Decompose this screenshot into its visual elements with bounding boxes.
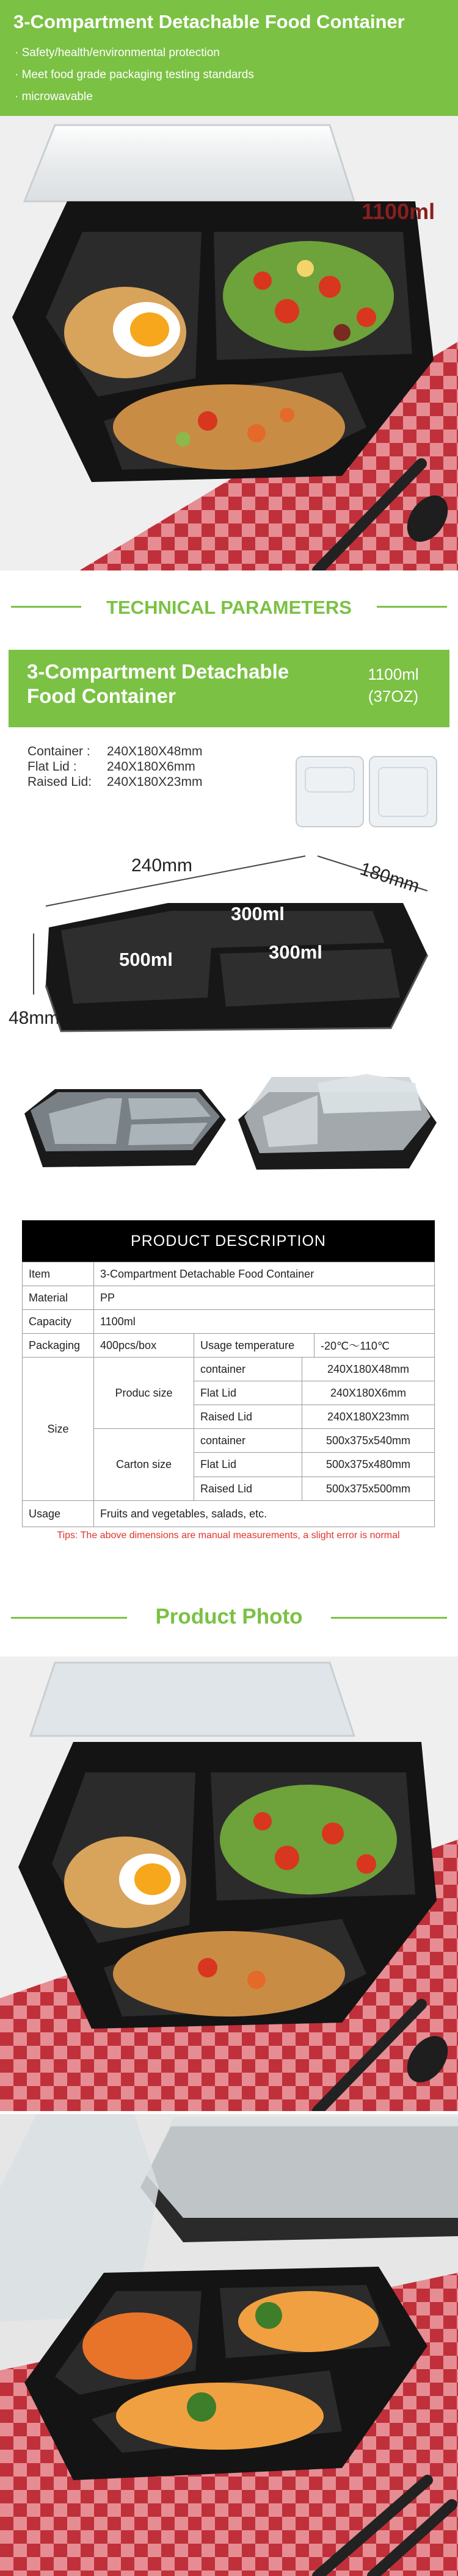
value-cell: -20℃～110℃: [314, 1333, 435, 1358]
tips-note: Tips: The above dimensions are manual measurements, a slight error is normal: [57, 1530, 400, 1541]
product-photo-heading: Product Photo: [155, 1605, 303, 1628]
size-name-cell: container: [194, 1357, 302, 1381]
lid: [24, 125, 354, 201]
compartment-volume: 300ml: [231, 903, 285, 924]
size-value-cell: 240X180X6mm: [302, 1381, 435, 1405]
banner-product-name: 3-Compartment Detachable Food Container: [27, 660, 289, 707]
size-name-cell: Raised Lid: [194, 1477, 302, 1501]
raised-lid-variant: [238, 1074, 437, 1170]
height-label: 48mm: [9, 1008, 60, 1028]
value-cell: PP: [93, 1286, 435, 1310]
technical-heading: TECHNICAL PARAMETERS: [106, 597, 352, 618]
product-photo: [0, 2114, 458, 2576]
photo-illustration: [0, 1657, 458, 2111]
section-divider: [11, 606, 81, 608]
size-value-cell: 500x375x540mm: [302, 1428, 435, 1453]
size-value-cell: 500x375x500mm: [302, 1477, 435, 1501]
product-description-table: [22, 1220, 435, 1570]
size-value-cell: 240X180X48mm: [302, 1357, 435, 1381]
label-cell: Item: [22, 1262, 94, 1286]
lid-thumbnail: [287, 743, 446, 841]
size-name-cell: container: [194, 1428, 302, 1453]
section-divider: [11, 1617, 127, 1619]
hero-image: [0, 0, 458, 570]
label-cell: Material: [22, 1286, 94, 1310]
compartment-volume: 500ml: [119, 949, 173, 970]
size-label-cell: Size: [22, 1357, 94, 1501]
banner-capacity-ml: 1100ml: [368, 665, 419, 683]
value-cell: 400pcs/box: [93, 1333, 194, 1358]
capacity-badge: 1100ml: [362, 199, 435, 224]
label-cell: Usage temperature: [194, 1333, 314, 1358]
carton-size-label: Carton size: [93, 1428, 194, 1501]
width-label: 180mm: [357, 858, 422, 897]
photo-illustration: [0, 2114, 458, 2576]
banner-capacity: [357, 663, 430, 707]
banner-capacity-oz: (37OZ): [368, 687, 419, 705]
size-value-cell: 500x375x480mm: [302, 1452, 435, 1477]
compartment-volume: 300ml: [269, 941, 322, 963]
table-heading: PRODUCT DESCRIPTION: [22, 1220, 435, 1262]
section-divider: [331, 1617, 447, 1619]
section-divider: [377, 606, 447, 608]
value-cell: Fruits and vegetables, salads, etc.: [93, 1500, 435, 1527]
value-cell: 3-Compartment Detachable Food Container: [93, 1262, 435, 1286]
dimension-list: [27, 744, 202, 790]
hero-feature: · Safety/health/environmental protection: [15, 46, 220, 59]
hero-feature: · Meet food grade packaging testing standards: [15, 68, 254, 81]
dimension-row: Raised Lid: 240X180X23mm: [27, 775, 203, 789]
flat-lid-variant: [24, 1089, 226, 1167]
hero-feature: · microwavable: [15, 90, 93, 103]
dimension-row: Flat Lid : 240X180X6mm: [27, 760, 195, 774]
variant-photos: [0, 1059, 458, 1187]
length-label: 240mm: [131, 855, 193, 876]
label-cell: Packaging: [22, 1333, 94, 1358]
dimension-row: Container : 240X180X48mm: [27, 744, 203, 758]
value-cell: 1100ml: [93, 1309, 435, 1334]
product-size-label: Produc size: [93, 1357, 194, 1429]
label-cell: Capacity: [22, 1309, 94, 1334]
product-banner: [9, 650, 449, 727]
size-name-cell: Raised Lid: [194, 1405, 302, 1429]
size-value-cell: 240X180X23mm: [302, 1405, 435, 1429]
hero-title: 3-Compartment Detachable Food Container: [13, 11, 405, 32]
salad-food: [223, 241, 394, 351]
size-name-cell: Flat Lid: [194, 1381, 302, 1405]
size-name-cell: Flat Lid: [194, 1452, 302, 1477]
product-photo: [0, 1657, 458, 2111]
fried-rice-food: [113, 384, 345, 470]
label-cell: Usage: [22, 1500, 94, 1527]
